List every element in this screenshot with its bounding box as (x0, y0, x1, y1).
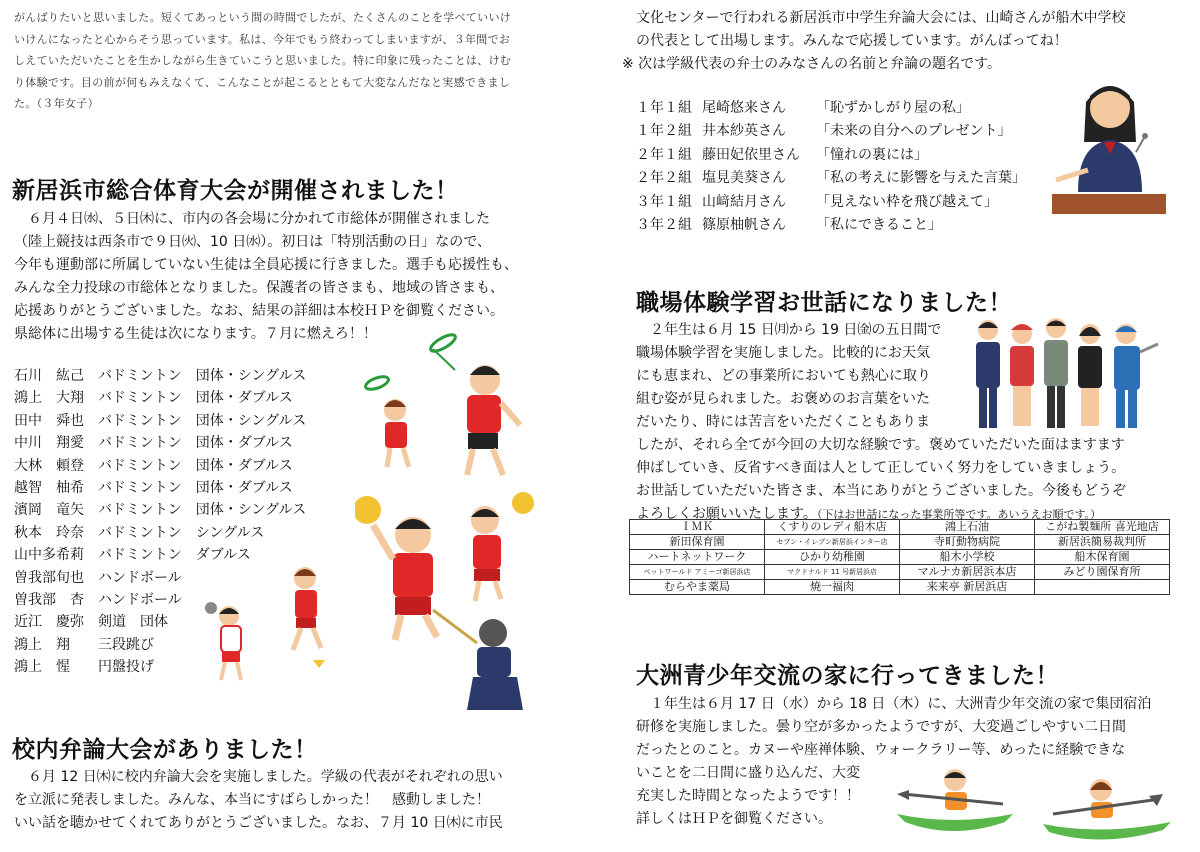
business-cell: むらやま薬局 (630, 580, 765, 595)
ozu-line: 充実した時間となったようです！！ (636, 788, 860, 804)
intro-line: た。（３年女子） (14, 97, 99, 110)
speaker-row (636, 144, 1026, 167)
business-cell: 鴻上石油 (900, 520, 1035, 535)
speaker-title: 「見えない枠を飛び越えて」 (816, 193, 998, 210)
speech-paragraph (14, 766, 584, 835)
business-cell: マルナカ新居浜本店 (900, 565, 1035, 580)
work-line: ２年生は６月 15 日㈪から 19 日㈮の五日間で (636, 322, 942, 338)
athlete-row: 石川 紘己 バドミントン 団体・シングルス (14, 368, 307, 384)
canoe-boy-icon (897, 769, 1013, 831)
speaker-name: 井本紗英さん (702, 123, 786, 140)
track-athletes-illustration (195, 560, 355, 685)
intro-line: がんばりたいと思いました。短くてあっという間の時間でしたが、たくさんのことを学べていいけ (14, 11, 512, 24)
work-note: （下はお世話になった事業所等です。あいうえお順です。） (816, 508, 1102, 521)
sports-line: みんな全力投球の市総体となりました。保護者の皆さまも、地域の皆さまも、 (14, 280, 504, 296)
speaker-title: 「私の考えに影響を与えた言葉」 (816, 170, 1026, 187)
speaker-row (636, 191, 1026, 214)
business-cell (1035, 580, 1170, 595)
business-table (629, 519, 1170, 595)
athlete-row: 濱岡 竜矢 バドミントン 団体・シングルス (14, 502, 307, 519)
business-cell: 船木小学校 (900, 550, 1035, 565)
business-cell: 来来亭 新居浜店 (900, 580, 1035, 595)
athlete-row: 田中 舜也 バドミントン 団体・シングルス (14, 412, 307, 429)
canoe-girl-icon (1043, 779, 1171, 840)
work-line: だいたり、時には苦言をいただくこともありま (636, 414, 930, 430)
athlete-row: 近江 慶弥 剣道 団体 (14, 614, 168, 631)
business-cell: ハートネットワーク (630, 550, 765, 565)
business-cell: 新田保育園 (630, 535, 765, 550)
businessman-icon (976, 320, 1000, 428)
speech-cont-line: 文化センターで行われる新居浜市中学生弁論大会には、山崎さんが船木中学校 (636, 10, 1126, 26)
ozu-line: だったとのこと。カヌーや座禅体験、ウォークラリー等、めったに経験できな (636, 742, 1126, 758)
business-cell: 船木保育園 (1035, 550, 1170, 565)
business-row (630, 535, 1170, 550)
badminton-girl-icon (364, 374, 409, 467)
ozu-heading: 大洲青少年交流の家に行ってきました！ (636, 663, 1059, 689)
athlete-row: 鴻上 大翔 バドミントン 団体・ダブルス (14, 390, 293, 407)
business-cell: みどり園保育所 (1035, 565, 1170, 580)
handball-icon (355, 496, 381, 524)
speaker-podium-illustration (1048, 72, 1170, 218)
business-cell: ＩＭＫ (630, 520, 765, 535)
speech-line: を立派に発表しました。みんな、本当にすばらしかった！ 感動しました！ (14, 792, 490, 808)
speaker-title: 「未来の自分へのプレゼント」 (816, 123, 1012, 140)
speech-continued-paragraph (622, 7, 1182, 76)
business-cell: こがね製麺所 喜光地店 (1035, 520, 1170, 535)
speaker-name: 尾崎悠来さん (702, 100, 786, 116)
work-line: したが、それら全てが今回の大切な経験です。褒めていただいた面はますます (636, 437, 1125, 453)
speaker-row (636, 167, 1026, 190)
intro-paragraph (14, 7, 574, 115)
work-line: 組む姿が見られました。お褒めのお言葉をいた (636, 391, 930, 407)
handball-boy-icon (373, 517, 437, 640)
athlete-row: 鴻上 翔 三段跳び (14, 636, 154, 653)
speaker-name: 篠原柚帆さん (702, 217, 786, 234)
business-cell: マクドナルド 11 号新居浜店 (765, 565, 900, 580)
speaker-class: １年１組 (636, 100, 692, 116)
speaker-class: ２年２組 (636, 170, 692, 187)
speaker-class: １年２組 (636, 123, 692, 140)
sports-illustration (355, 325, 585, 715)
speaker-class: ３年２組 (636, 217, 692, 234)
speaker-row (636, 214, 1026, 237)
ozu-line: １年生は６月 17 日（水）から 18 日（木）に、大洲青少年交流の家で集団宿泊 (636, 696, 1152, 712)
athlete-row: 曽我部旬也 ハンドボール (14, 569, 182, 586)
handball-girl-icon (471, 506, 501, 601)
kendo-player-icon (433, 610, 523, 710)
business-cell: 寺町動物病院 (900, 535, 1035, 550)
speaker-class: ２年１組 (636, 146, 692, 163)
badminton-player-icon (428, 332, 520, 475)
speech-heading: 校内弁論大会がありました！ (12, 737, 318, 763)
athlete-row: 越智 柚希 バドミントン 団体・ダブルス (14, 480, 293, 497)
speaker-row (636, 120, 1026, 143)
speaker-name: 藤田妃依里さん (702, 146, 800, 163)
intro-line: り体験です。目の前が何もみえなくて、こんなことが起こるとともて大変なんだなと実感できまし (14, 75, 511, 89)
work-line: 職場体験学習を実施しました。比較的にお天気 (636, 345, 930, 361)
business-row (630, 550, 1170, 565)
speaker-girl-icon (1056, 86, 1148, 192)
podium-icon (1052, 194, 1166, 214)
athlete-row: 曽我部 杏 ハンドボール (14, 592, 182, 609)
work-line: にも恵まれ、どの事業所においても熱心に取り (636, 368, 931, 384)
speaker-title: 「私にできること」 (816, 217, 942, 234)
ozu-line: 詳しくはＨＰを御覧ください。 (636, 811, 832, 827)
shop-clerk-icon (1010, 324, 1034, 426)
business-row (630, 565, 1170, 580)
shot-put-icon (205, 602, 241, 680)
sports-line: 県総体に出場する生徒は次になります。７月に燃えろ！！ (14, 326, 377, 342)
work-line: お世話していただいた皆さま、本当にありがとうございました。今後もどうぞ (636, 483, 1126, 499)
ozu-line: 研修を実施しました。曇り空が多かったようですが、大変過ごしやすい二日間 (636, 719, 1126, 735)
sports-line: 応援ありがとうございました。なお、結果の詳細は本校ＨＰを御覧ください。 (14, 303, 504, 319)
sports-heading: 新居浜市総合体育大会が開催されました！ (12, 178, 459, 204)
office-woman-icon (1078, 324, 1102, 426)
business-cell: ペットワールド アミーゴ新居浜店 (630, 565, 765, 580)
intro-line: いけんになったと心からそう思っています。私は、今年でもう終わってしまいますが、３年間でお (14, 32, 511, 46)
speech-line: いい話を聴かせてくれてありがとうございました。なお、７月 10 日㈭に市民 (14, 815, 503, 831)
speaker-row (636, 97, 1026, 120)
athlete-row: 大林 頼登 バドミントン 団体・ダブルス (14, 457, 293, 474)
speaker-list (636, 97, 1026, 237)
speech-note-line: ※ 次は学級代表の弁士のみなさんの名前と弁論の題名です。 (622, 56, 1002, 72)
athlete-row: 鴻上 惺 円盤投げ (14, 659, 154, 676)
ozu-line: いことを二日間に盛り込んだ、大変 (636, 765, 860, 781)
work-closing: よろしくお願いいたします。 (636, 506, 817, 522)
business-cell: 新居浜簡易裁判所 (1035, 535, 1170, 550)
speaker-name: 山﨑結月さん (702, 193, 786, 210)
sports-line: ６月４日㈬、５日㈭に、市内の各会場に分かれて市総体が開催されました (14, 211, 490, 227)
speaker-name: 塩見美葵さん (702, 170, 786, 187)
athlete-row: 秋本 玲奈 バドミントン シングルス (14, 524, 265, 541)
athlete-row: 山中多希莉 バドミントン ダブルス (14, 547, 251, 564)
intro-line: しえていただいたことを生かしながら生きていこうと思いました。特に印象に残ったことは、けむ (14, 54, 512, 67)
business-cell: 焼一福肉 (765, 580, 900, 595)
work-line: 伸ばしていき、反省すべき面は人として正していく努力をしていきましょう。 (636, 460, 1126, 476)
speech-line: ６月 12 日㈭に校内弁論大会を実施しました。学級の代表がそれぞれの思い (14, 769, 503, 785)
mechanic-icon (1114, 324, 1158, 428)
business-cell: ひかり幼稚園 (765, 550, 900, 565)
business-cell: セブン・イレブン新居浜インター店 (765, 535, 900, 550)
sports-line: 今年も運動部に所属していない生徒は全員応援に行きました。選手も応援性も、 (14, 257, 518, 273)
business-row (630, 520, 1170, 535)
speaker-class: ３年１組 (636, 193, 692, 210)
runner-icon (293, 567, 325, 668)
canoe-illustration (893, 764, 1183, 848)
worker-icon (1044, 318, 1068, 428)
athlete-row: 中川 翔愛 バドミントン 団体・ダブルス (14, 435, 293, 452)
speaker-title: 「憧れの裏には」 (816, 146, 928, 163)
work-heading: 職場体験学習お世話になりました！ (636, 290, 1012, 316)
speech-cont-line: の代表として出場します。みんなで応援しています。がんばってね！ (636, 33, 1068, 49)
business-row (630, 580, 1170, 595)
handball-icon (512, 492, 534, 514)
sports-line: （陸上競技は西条市で９日㈫、10 日㈬）。初日は「特別活動の日」なので、 (14, 234, 491, 250)
business-cell: くすりのレディ船木店 (765, 520, 900, 535)
speaker-title: 「恥ずかしがり屋の私」 (816, 100, 970, 116)
workers-illustration (968, 316, 1168, 436)
